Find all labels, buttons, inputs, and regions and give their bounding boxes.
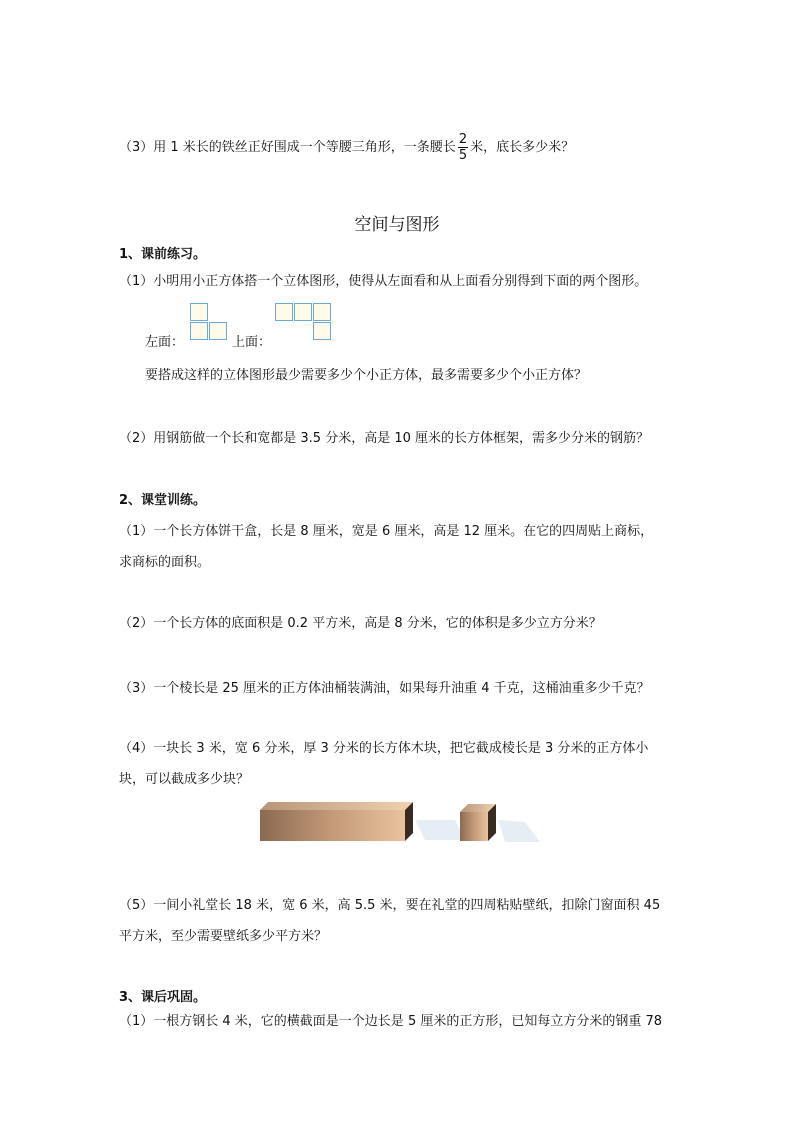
s2-question-5-line-2: 平方米，至少需要壁纸多少平方米？ bbox=[119, 929, 328, 944]
small-cube bbox=[460, 804, 540, 842]
section-1-heading: 1、课前练习。 bbox=[119, 247, 207, 262]
s2-question-4-line-2: 块，可以截成多少块？ bbox=[119, 772, 250, 787]
long-block bbox=[260, 802, 465, 841]
s2-question-1-line-1: （1）一个长方体饼干盒，长是 8 厘米，宽是 6 厘米，高是 12 厘米。在它的四周贴上商标， bbox=[119, 524, 654, 539]
grid-cell bbox=[209, 322, 227, 340]
s2-question-5-line-1: （5）一间小礼堂长 18 米，宽 6 米，高 5.5 米，要在礼堂的四周粘贴壁纸，扣除门窗面积 45 bbox=[119, 898, 661, 913]
section-2-heading: 2、课堂训练。 bbox=[119, 493, 207, 508]
top-view-figure bbox=[275, 303, 333, 341]
s2-question-4-line-1: （4）一块长 3 米，宽 6 分米，厚 3 分米的长方体木块，把它截成棱长是 3 分米的正方体小 bbox=[119, 741, 649, 756]
question-3-prefix: （3）用 1 米长的铁丝正好围成一个等腰三角形，一条腰长 bbox=[119, 140, 456, 155]
grid-cell bbox=[275, 303, 293, 321]
grid-cell bbox=[313, 303, 331, 321]
section-3-heading: 3、课后巩固。 bbox=[119, 990, 207, 1005]
s1-question-1: （1）小明用小正方体搭一个立体图形，使得从左面看和从上面看分别得到下面的两个图形。 bbox=[119, 274, 648, 289]
fraction bbox=[458, 132, 468, 163]
section-title: 空间与图形 bbox=[354, 215, 440, 235]
grid-cell bbox=[190, 322, 208, 340]
top-view-label: 上面： bbox=[232, 335, 272, 350]
left-view-label: 左面： bbox=[145, 335, 185, 350]
s2-question-1-line-2: 求商标的面积。 bbox=[119, 555, 211, 570]
wood-blocks-illustration bbox=[255, 800, 545, 850]
grid-cell bbox=[294, 303, 312, 321]
grid-cell bbox=[190, 303, 208, 321]
s2-question-3: （3）一个棱长是 25 厘米的正方体油桶装满油，如果每升油重 4 千克，这桶油重多少千克？ bbox=[119, 681, 650, 696]
s3-question-1-line-1: （1）一根方钢长 4 米，它的横截面是一个边长是 5 厘米的正方形，已知每立方分米的钢重 78 bbox=[119, 1014, 663, 1029]
question-3-suffix: 米，底长多少米？ bbox=[470, 140, 575, 155]
s1-question-1-ask: 要搭成这样的立体图形最少需要多少个小正方体，最多需要多少个小正方体？ bbox=[145, 368, 588, 383]
fraction-numerator: 2 bbox=[458, 132, 468, 147]
left-view-figure bbox=[190, 303, 228, 341]
s2-question-2: （2）一个长方体的底面积是 0.2 平方米，高是 8 分米，它的体积是多少立方分米？ bbox=[119, 616, 602, 631]
grid-cell bbox=[313, 322, 331, 340]
s1-question-2: （2）用钢筋做一个长和宽都是 3.5 分米，高是 10 厘米的长方体框架，需多少分米的钢筋？ bbox=[119, 431, 650, 446]
question-3-top bbox=[119, 132, 574, 163]
fraction-denominator: 5 bbox=[458, 148, 468, 163]
